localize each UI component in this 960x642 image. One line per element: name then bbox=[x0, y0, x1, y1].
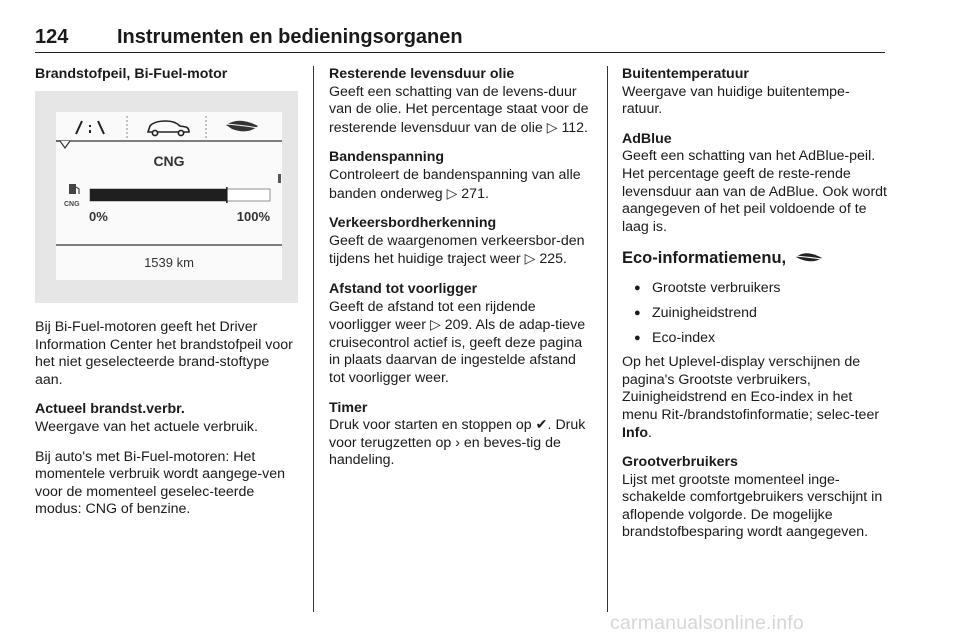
fuel-icon-label: CNG bbox=[64, 201, 80, 208]
list-item: ● Zuinigheidstrend bbox=[622, 305, 888, 323]
tyre-pressure-heading: Bandenspanning bbox=[329, 149, 445, 166]
timer-heading: Timer bbox=[329, 399, 368, 416]
page-number: 124 bbox=[35, 26, 69, 48]
eco-menu-paragraph bbox=[622, 354, 888, 442]
road-icon bbox=[76, 121, 104, 134]
column-2 bbox=[329, 66, 594, 482]
following-distance-text-2: Als de adap-tieve cruisecontrol actief is, geeft deze pagina in plaats daarvan de ingestelde afstand tot voorligger weer. bbox=[329, 317, 586, 386]
column-divider-1 bbox=[313, 66, 314, 612]
timer-section bbox=[329, 400, 594, 470]
timer-text-3: en beves-tig de handeling. bbox=[329, 434, 561, 469]
car-icon bbox=[148, 121, 189, 136]
dic-display-illustration bbox=[35, 91, 298, 303]
figure-title: Brandstofpeil, Bi-Fuel-motor bbox=[35, 66, 228, 82]
consumption-heading: Actueel brandst.verbr. bbox=[35, 401, 185, 418]
outside-temp-section bbox=[622, 66, 888, 119]
oil-life-heading: Resterende levensduur olie bbox=[329, 66, 515, 82]
list-item: ● Eco-index bbox=[622, 330, 888, 348]
fuel-min-label: 0% bbox=[89, 209, 108, 224]
chevron-right-icon: › bbox=[455, 434, 460, 451]
odometer-readout: 1539 km bbox=[144, 255, 194, 270]
page-header bbox=[35, 24, 885, 53]
eco-menu-heading bbox=[622, 248, 888, 268]
eco-menu-heading-text: Eco-informatiemenu, bbox=[622, 249, 787, 268]
tyre-pressure-ref: 271. bbox=[461, 185, 489, 202]
page-title: Instrumenten en bedieningsorganen bbox=[117, 26, 463, 48]
consumption-text: Weergave van het actuele verbruik. bbox=[35, 418, 258, 435]
following-distance-section bbox=[329, 281, 594, 388]
following-distance-heading: Afstand tot voorligger bbox=[329, 280, 478, 297]
adblue-section bbox=[622, 131, 888, 237]
page-ref-arrow-icon: ▷ bbox=[546, 118, 558, 135]
page-ref-arrow-icon: ▷ bbox=[524, 250, 536, 267]
eco-leaf-icon bbox=[224, 121, 258, 132]
big-consumers-section bbox=[622, 454, 888, 542]
watermark: carmanualsonline.info bbox=[610, 612, 804, 634]
following-distance-ref: 209. bbox=[444, 317, 473, 334]
tyre-pressure-section bbox=[329, 149, 594, 203]
big-consumers-text: Lijst met grootste momenteel inge-schakelde comfortgebruikers verschijnt in aflopende volgorde. De mogelijke brandstofbesparing wordt aangegeven. bbox=[622, 471, 883, 541]
intro-paragraph: Bij Bi-Fuel-motoren geeft het Driver Information Center het brandstofpeil voor het niet geselecteerde brand-stoftype aan. bbox=[35, 319, 293, 388]
consumption-section bbox=[35, 401, 298, 436]
column-3 bbox=[622, 66, 888, 554]
adblue-text: Geeft een schatting van het AdBlue-peil. Het percentage geeft de reste-rende levensduur aan van de AdBlue. Ook wordt aangegeven of het peil voldoende of te laag is. bbox=[622, 148, 888, 235]
info-term: Info bbox=[622, 424, 648, 441]
adblue-heading: AdBlue bbox=[622, 130, 672, 147]
timer-text-1: Druk voor starten en stoppen op bbox=[329, 417, 532, 434]
eco-menu-text: Op het Uplevel-display verschijnen de pagina's Grootste verbruikers, Zuinigheidstrend en Eco-index in het menu Rit-/brandstofinformatie; selec-teer bbox=[622, 354, 880, 423]
column-divider-2 bbox=[607, 66, 608, 612]
oil-life-section bbox=[329, 66, 594, 137]
outside-temp-heading: Buitentemperatuur bbox=[622, 66, 749, 82]
display-screen-graphic bbox=[56, 112, 282, 280]
fuel-pump-icon bbox=[69, 184, 79, 194]
traffic-sign-ref: 225. bbox=[539, 251, 567, 268]
traffic-sign-section bbox=[329, 215, 594, 269]
page-ref-arrow-icon: ▷ bbox=[429, 316, 441, 333]
fuel-type-label: CNG bbox=[153, 153, 185, 169]
eco-leaf-icon bbox=[794, 250, 824, 264]
fuel-level-fill bbox=[90, 189, 227, 201]
list-item: ● Grootste verbruikers bbox=[622, 280, 888, 298]
big-consumers-heading: Grootverbruikers bbox=[622, 454, 738, 471]
oil-life-ref: 112. bbox=[561, 119, 588, 136]
checkmark-icon: ✔. bbox=[535, 417, 552, 434]
tyre-pressure-text: Controleert de bandenspanning van alle banden onderweg bbox=[329, 166, 581, 202]
traffic-sign-heading: Verkeersbordherkenning bbox=[329, 215, 497, 232]
column-1 bbox=[35, 66, 298, 531]
following-distance-text: Geeft de afstand tot een rijdende voorligger weer bbox=[329, 298, 536, 334]
traffic-sign-text: Geeft de waargenomen verkeersbor-den tijdens het huidige traject weer bbox=[329, 232, 585, 268]
outside-temp-text: Weergave van huidige buitentempe-ratuur. bbox=[622, 83, 850, 118]
bifuel-consumption-paragraph: Bij auto's met Bi-Fuel-motoren: Het momentele verbruik wordt aangege-ven voor de momenteel geselec-teerde modus: CNG of benzine. bbox=[35, 448, 285, 518]
timer-text-2: Druk voor terugzetten op bbox=[329, 417, 586, 451]
oil-life-text: Geeft een schatting van de levens-duur van de olie. Het percentage staat voor de resterende levensduur van de olie bbox=[329, 83, 589, 136]
fuel-max-label: 100% bbox=[236, 209, 270, 224]
page-ref-arrow-icon: ▷ bbox=[446, 184, 458, 201]
eco-menu-text-end: . bbox=[648, 424, 652, 441]
eco-menu-list bbox=[622, 280, 888, 347]
display-screen bbox=[56, 112, 282, 280]
